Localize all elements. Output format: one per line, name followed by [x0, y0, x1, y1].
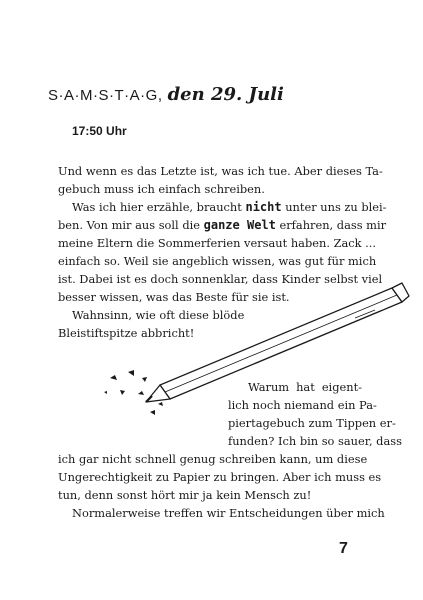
handwritten-emphasis: nicht: [245, 200, 282, 214]
text-line: tun, denn sonst hört mir ja kein Mensch zu!: [58, 488, 312, 502]
lead-fragment-shape: [150, 410, 155, 415]
text-segment: erfahren, dass mir: [275, 218, 387, 232]
text-line: Normalerweise treffen wir Entscheidungen über mich: [72, 506, 385, 520]
text-segment: ben. Von mir aus soll die: [58, 218, 204, 232]
lead-fragment-shape: [158, 402, 163, 406]
text-line: ist. Dabei ist es doch sonnenklar, dass Kinder selbst viel: [58, 272, 383, 286]
heading-weekday: S·A·M·S·T·A·G,: [48, 87, 163, 104]
lead-fragment-shape: [142, 377, 147, 382]
lead-fragment-shape: [110, 375, 117, 380]
lead-fragment-shape: [138, 391, 144, 395]
lead-fragment-shape: [104, 391, 107, 394]
lead-fragment-shape: [120, 390, 125, 395]
text-segment: unter uns zu blei-: [281, 200, 387, 214]
text-line: Warum hat eigent-: [248, 380, 362, 394]
text-line: einfach so. Weil sie angeblich wissen, was gut für mich: [58, 254, 377, 268]
text-line: Bleistiftspitze abbricht!: [58, 326, 195, 340]
entry-time: 17:50 Uhr: [72, 124, 127, 138]
text-line: gebuch muss ich einfach schreiben.: [58, 182, 265, 196]
text-line: Und wenn es das Letzte ist, was ich tue. Aber dieses Ta-: [58, 164, 383, 178]
text-line: Ungerechtigkeit zu Papier zu bringen. Aber ich muss es: [58, 470, 382, 484]
lead-fragment-shape: [128, 370, 134, 376]
text-line: lich noch niemand ein Pa-: [228, 398, 377, 412]
text-segment: Was ich hier erzähle, braucht: [72, 200, 246, 214]
handwritten-emphasis: ganze Welt: [203, 218, 276, 232]
pencil-facet-line: [165, 295, 397, 392]
text-line: besser wissen, was das Beste für sie ist.: [58, 290, 290, 304]
text-line: ich gar nicht schnell genug schreiben kann, um diese: [58, 452, 368, 466]
text-line: funden? Ich bin so sauer, dass: [228, 434, 402, 448]
page-number: 7: [339, 540, 348, 557]
text-line: piertagebuch zum Tippen er-: [228, 416, 396, 430]
heading-date: den 29. Juli: [167, 84, 284, 105]
text-line: meine Eltern die Sommerferien versaut haben. Zack ...: [58, 236, 377, 250]
text-line: Wahnsinn, wie oft diese blöde: [72, 308, 245, 322]
